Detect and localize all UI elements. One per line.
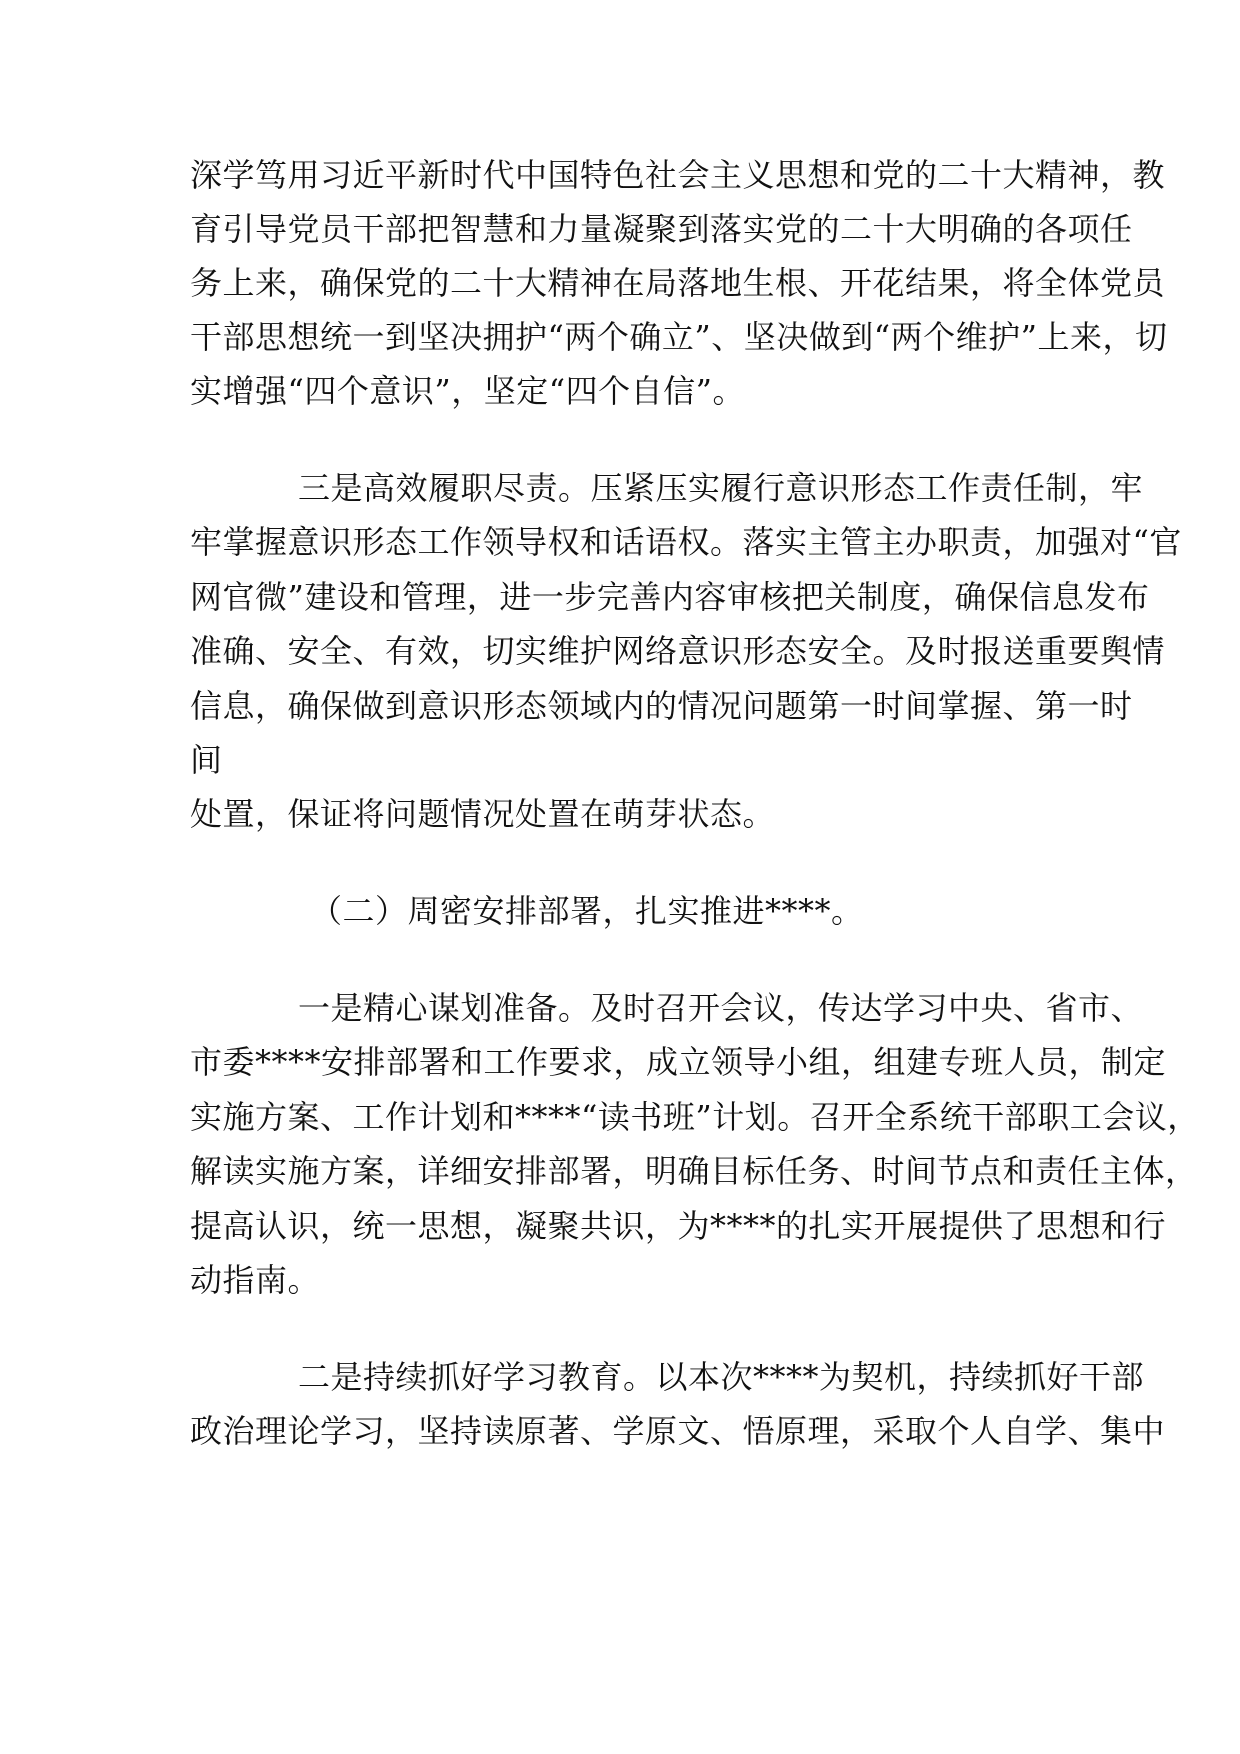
- paragraph-line: 信息，确保做到意识形态领域内的情况问题第一时间掌握、第一时: [190, 687, 1133, 725]
- paragraph-line: 干部思想统一到坚决拥护“两个确立”、坚决做到“两个维护”上来，切: [190, 318, 1168, 356]
- paragraph-line: 网官微”建设和管理，进一步完善内容审核把关制度，确保信息发布: [190, 578, 1150, 616]
- section-heading: （二）周密安排部署，扎实推进****。: [310, 892, 864, 930]
- paragraph-line: 准确、安全、有效，切实维护网络意识形态安全。及时报送重要舆情: [190, 632, 1166, 670]
- paragraph-line: 牢掌握意识形态工作领导权和话语权。落实主管主办职责，加强对“官: [190, 523, 1182, 561]
- paragraph-line: 动指南。: [190, 1261, 321, 1299]
- paragraph-line: 实施方案、工作计划和****“读书班”计划。召开全系统干部职工会议，: [190, 1098, 1200, 1136]
- paragraph-line: 政治理论学习，坚持读原著、学原文、悟原理，采取个人自学、集中: [190, 1412, 1166, 1450]
- paragraph-line: 深学笃用习近平新时代中国特色社会主义思想和党的二十大精神，教: [190, 156, 1166, 194]
- paragraph-line: 三是高效履职尽责。压紧压实履行意识形态工作责任制，牢: [298, 469, 1144, 507]
- paragraph-line: 务上来，确保党的二十大精神在局落地生根、开花结果，将全体党员: [190, 264, 1166, 302]
- paragraph-line: 育引导党员干部把智慧和力量凝聚到落实党的二十大明确的各项任: [190, 210, 1133, 248]
- paragraph-line: 二是持续抓好学习教育。以本次****为契机，持续抓好干部: [298, 1358, 1145, 1396]
- paragraph-line: 提高认识，统一思想，凝聚共识，为****的扎实开展提供了思想和行: [190, 1207, 1167, 1245]
- paragraph-line: 实增强“四个意识”，坚定“四个自信”。: [190, 372, 745, 410]
- paragraph-line: 处置，保证将问题情况处置在萌芽状态。: [190, 795, 776, 833]
- paragraph-line: 一是精心谋划准备。及时召开会议，传达学习中央、省市、: [298, 989, 1144, 1027]
- paragraph-line: 解读实施方案，详细安排部署，明确目标任务、时间节点和责任主体，: [190, 1152, 1198, 1190]
- paragraph-line: 市委****安排部署和工作要求，成立领导小组，组建专班人员，制定: [190, 1043, 1167, 1081]
- paragraph-line: 间: [190, 741, 223, 779]
